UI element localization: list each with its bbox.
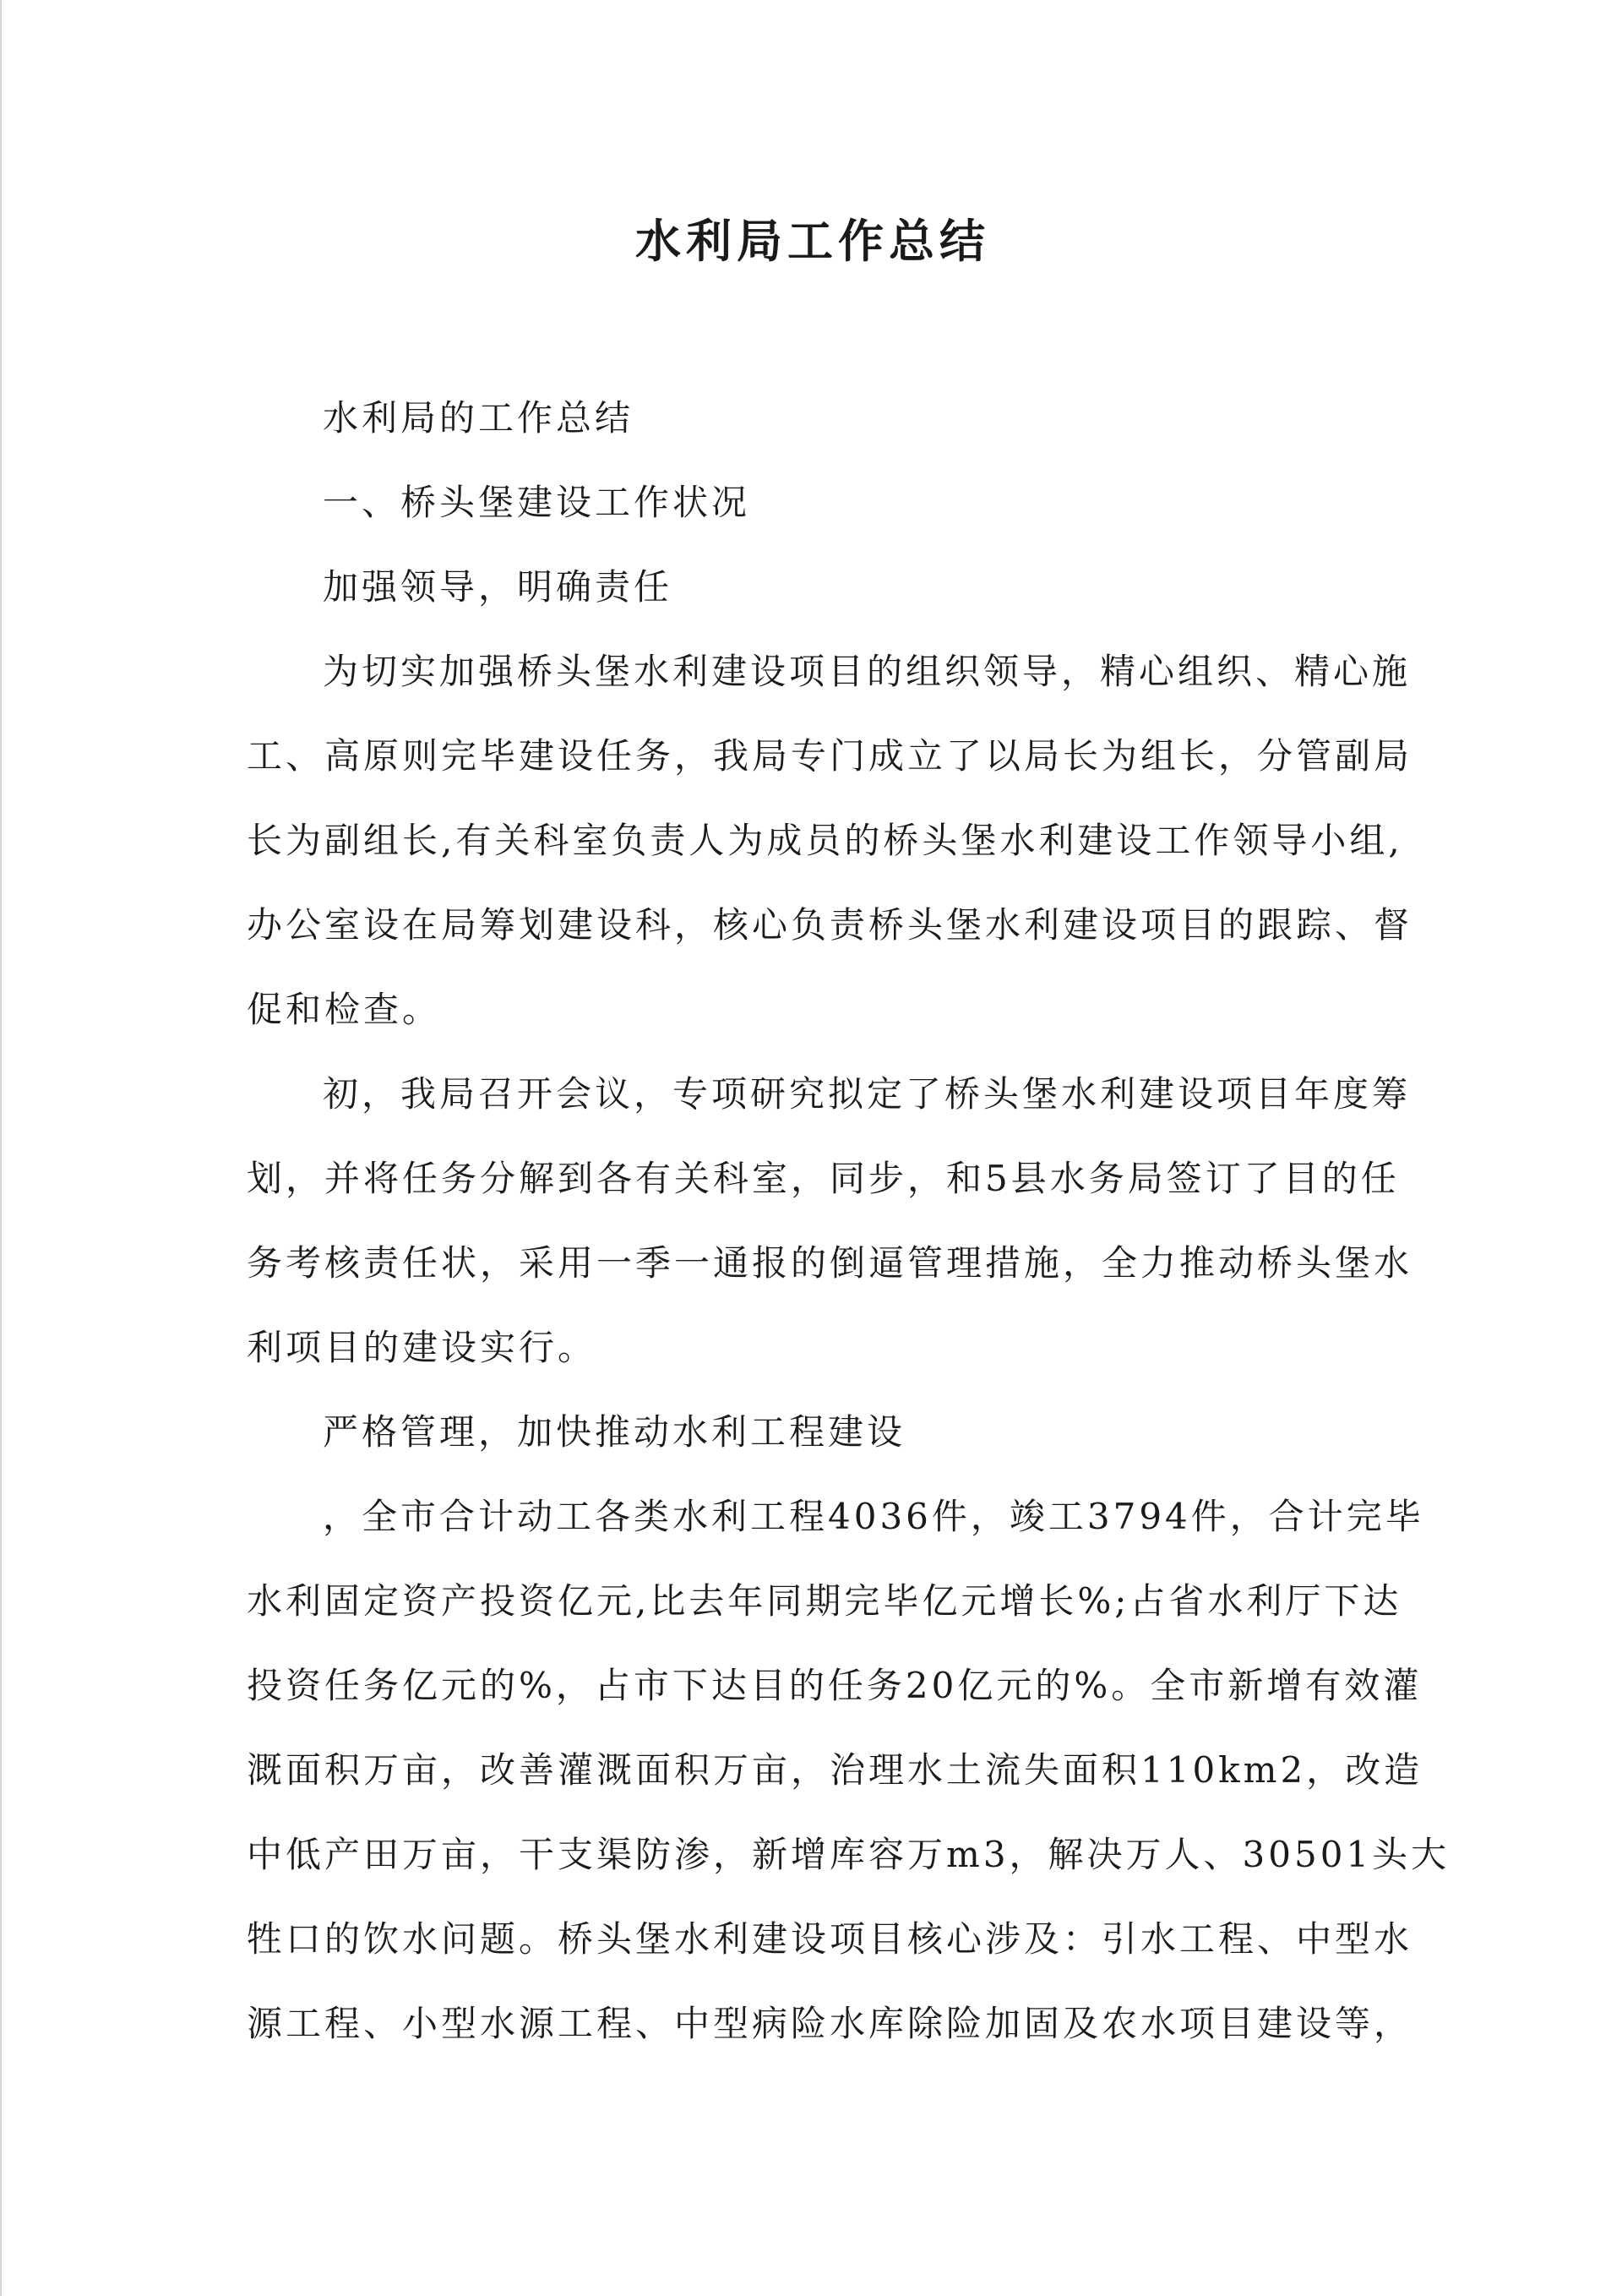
section-heading: 一、桥头堡建设工作状况 [323, 482, 751, 523]
text-line: 利项目的建设实行。 [247, 1327, 597, 1368]
text-line: 促和检查。 [247, 989, 442, 1030]
text-line: 初，我局召开会议，专项研究拟定了桥头堡水利建设项目年度筹 [323, 1073, 1412, 1115]
text-line: 务考核责任状，采用一季一通报的倒逼管理措施，全力推动桥头堡水 [247, 1242, 1413, 1284]
document-title: 水利局工作总结 [635, 214, 990, 268]
document-body [247, 376, 1451, 2066]
text-line: 为切实加强桥头堡水利建设项目的组织领导，精心组织、精心施 [323, 651, 1412, 692]
text-line: 牲口的饮水问题。桥头堡水利建设项目核心涉及：引水工程、中型水 [247, 1918, 1413, 1960]
text-line: 水利固定资产投资亿元,比去年同期完毕亿元增长%;占省水利厅下达 [247, 1580, 1402, 1622]
text-line: 溉面积万亩，改善灌溉面积万亩，治理水土流失面积110km2，改造 [247, 1749, 1423, 1791]
subsection-heading: 加强领导，明确责任 [323, 566, 673, 608]
text-line: 投资任务亿元的%，占市下达目的任务20亿元的%。全市新增有效灌 [247, 1665, 1423, 1706]
text-line: 源工程、小型水源工程、中型病险水库除险加固及农水项目建设等， [247, 2003, 1413, 2044]
text-line: 工、高原则完毕建设任务，我局专门成立了以局长为组长，分管副局 [247, 735, 1413, 777]
text-line: 中低产田万亩，干支渠防渗，新增库容万m3，解决万人、30501头大 [247, 1834, 1451, 1875]
text-line: 水利局的工作总结 [323, 397, 634, 439]
text-line: 办公室设在局筹划建设科，核心负责桥头堡水利建设项目的跟踪、督 [247, 904, 1413, 946]
text-line: ，全市合计动工各类水利工程4036件，竣工3794件，合计完毕 [323, 1496, 1424, 1537]
subsection-heading: 严格管理，加快推动水利工程建设 [323, 1411, 906, 1453]
text-line: 长为副组长,有关科室负责人为成员的桥头堡水利建设工作领导小组, [247, 820, 1403, 861]
text-line: 划，并将任务分解到各有关科室，同步，和5县水务局签订了目的任 [247, 1158, 1400, 1199]
